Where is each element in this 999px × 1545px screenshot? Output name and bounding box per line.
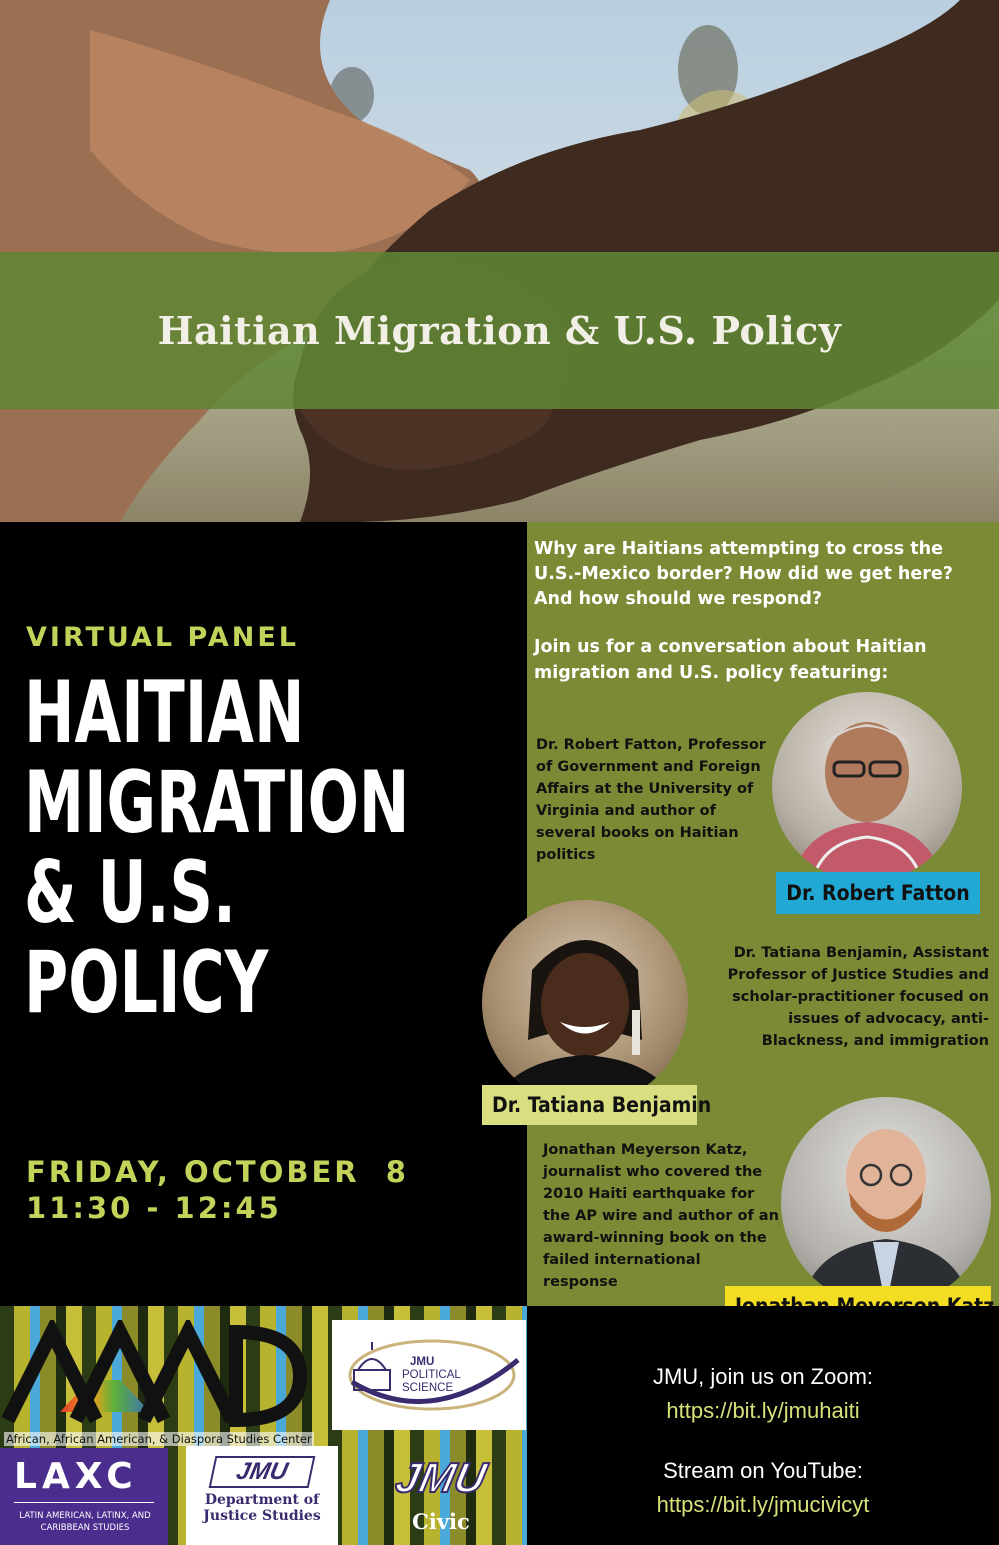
hero-title-band (0, 252, 999, 409)
speaker-bio: Dr. Robert Fatton, Professor of Government and Foreign Affairs at the University of Virginia and author of several books on Haitian politics (536, 737, 766, 863)
youtube-link[interactable]: https://bit.ly/jmucivicyt (656, 1492, 870, 1517)
justice-studies-caption: Department of Justice Studies (203, 1492, 321, 1524)
event-intro: Why are Haitians attempting to cross the U.S.-Mexico border? How did we get here? And how should we respond? (534, 539, 953, 609)
speaker-name-tag: Dr. Robert Fatton (776, 872, 980, 914)
join-links (527, 1306, 999, 1545)
event-datetime (26, 1154, 409, 1226)
aaad-logo-mark (0, 1320, 330, 1430)
event-details-panel (492, 522, 999, 1306)
speaker-bio: Dr. Tatiana Benjamin, Assistant Professor of Justice Studies and scholar-practitioner focused on issues of advocacy, anti-Blackness, and immigration (727, 945, 989, 1049)
speaker-photo (772, 692, 962, 882)
jmu-civic-caption: Civic (412, 1509, 470, 1534)
laxc-divider (14, 1502, 154, 1503)
political-science-line: JMU (410, 1356, 435, 1368)
speaker-bio: Jonathan Meyerson Katz, journalist who covered the 2010 Haiti earthquake for the AP wire and author of an award-winning book on the failed international response (543, 1142, 779, 1290)
laxc-mark: LAXC (14, 1456, 138, 1497)
speaker-photo (781, 1097, 991, 1307)
event-kicker: VIRTUAL PANEL (26, 622, 299, 653)
political-science-line: POLITICAL (402, 1369, 461, 1381)
hero-title: Haitian Migration & U.S. Policy (157, 308, 842, 353)
aaad-logo (0, 1320, 330, 1446)
political-science-text (402, 1356, 461, 1395)
event-title-line: HAITIAN (24, 663, 305, 763)
event-title-line: & U.S. (24, 843, 236, 943)
event-title (24, 663, 410, 1033)
justice-studies-mark: JMU (209, 1456, 316, 1488)
zoom-link[interactable]: https://bit.ly/jmuhaiti (666, 1398, 860, 1423)
youtube-label: Stream on YouTube: (663, 1458, 863, 1483)
event-join-text: Join us for a conversation about Haitian migration and U.S. policy featuring: (534, 637, 927, 683)
laxc-caption: LATIN AMERICAN, LATINX, AND CARIBBEAN STUDIES (19, 1511, 151, 1533)
political-science-logo (332, 1320, 526, 1430)
hero-banner (0, 0, 999, 522)
aaad-caption: African, African American, & Diaspora Studies Center (6, 1432, 312, 1446)
justice-studies-logo (186, 1446, 338, 1545)
political-science-line: SCIENCE (402, 1382, 454, 1394)
jmu-civic-logo (355, 1446, 527, 1545)
zoom-label: JMU, join us on Zoom: (652, 1364, 874, 1389)
event-time: 11:30 - 12:45 (26, 1191, 282, 1225)
event-date: FRIDAY, OCTOBER 8 (26, 1155, 409, 1189)
laxc-logo (0, 1448, 168, 1545)
event-title-line: MIGRATION (24, 753, 410, 853)
jmu-civic-mark: JMU (391, 1454, 491, 1501)
speaker-photo (482, 900, 688, 1106)
speaker-name-tag: Dr. Tatiana Benjamin (482, 1085, 697, 1125)
event-title-line: POLICY (24, 933, 269, 1033)
sponsor-logos (0, 1306, 527, 1545)
event-title-panel (0, 522, 527, 1306)
